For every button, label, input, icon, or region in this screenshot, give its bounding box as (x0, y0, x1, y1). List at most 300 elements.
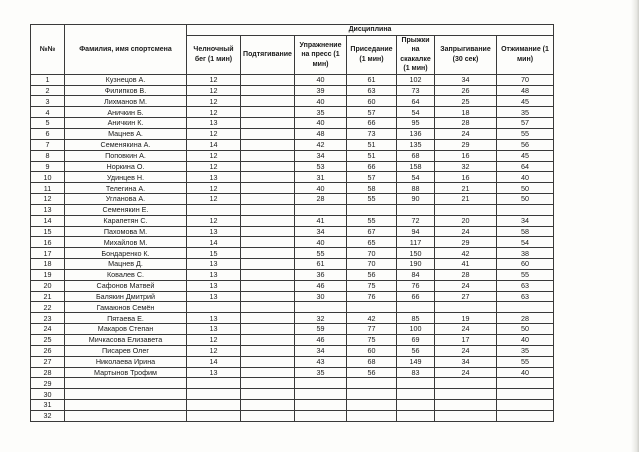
abs-cell: 61 (295, 259, 347, 270)
rope-jumps-cell (397, 389, 435, 400)
pull-ups-cell (241, 280, 295, 291)
abs-cell (295, 302, 347, 313)
athlete-name-cell: Аничкин Б. (65, 107, 187, 118)
rope-jumps-cell: 149 (397, 356, 435, 367)
box-jumps-cell: 28 (435, 118, 497, 129)
pull-ups-cell (241, 107, 295, 118)
header-discipline-group: Дисциплина (187, 25, 554, 36)
table-row (31, 367, 554, 378)
push-ups-cell: 35 (497, 345, 554, 356)
results-table (30, 24, 554, 422)
rope-jumps-cell: 90 (397, 194, 435, 205)
pull-ups-cell (241, 259, 295, 270)
squats-cell: 68 (347, 356, 397, 367)
squats-cell: 75 (347, 335, 397, 346)
row-number-cell: 28 (31, 367, 65, 378)
table-row (31, 389, 554, 400)
pull-ups-cell (241, 183, 295, 194)
box-jumps-cell (435, 204, 497, 215)
results-body (31, 74, 554, 421)
table-row (31, 150, 554, 161)
row-number-cell: 9 (31, 161, 65, 172)
box-jumps-cell: 20 (435, 215, 497, 226)
squats-cell: 70 (347, 259, 397, 270)
squats-cell: 63 (347, 85, 397, 96)
shuttle-run-cell: 13 (187, 313, 241, 324)
shuttle-run-cell (187, 378, 241, 389)
row-number-cell: 10 (31, 172, 65, 183)
push-ups-cell: 64 (497, 161, 554, 172)
rope-jumps-cell (397, 302, 435, 313)
squats-cell: 65 (347, 237, 397, 248)
table-row (31, 335, 554, 346)
box-jumps-cell: 29 (435, 237, 497, 248)
row-number-cell: 30 (31, 389, 65, 400)
shuttle-run-cell: 12 (187, 161, 241, 172)
abs-cell: 32 (295, 313, 347, 324)
athlete-name-cell: Гамаюнов Семён (65, 302, 187, 313)
athlete-name-cell: Пахомова М. (65, 226, 187, 237)
abs-cell: 40 (295, 183, 347, 194)
row-number-cell: 2 (31, 85, 65, 96)
abs-cell: 34 (295, 345, 347, 356)
box-jumps-cell (435, 302, 497, 313)
table-row (31, 194, 554, 205)
abs-cell (295, 400, 347, 411)
push-ups-cell (497, 378, 554, 389)
squats-cell: 51 (347, 139, 397, 150)
box-jumps-cell: 16 (435, 150, 497, 161)
box-jumps-cell: 17 (435, 335, 497, 346)
push-ups-cell: 50 (497, 324, 554, 335)
box-jumps-cell: 19 (435, 313, 497, 324)
abs-cell: 55 (295, 248, 347, 259)
shuttle-run-cell (187, 389, 241, 400)
push-ups-cell: 63 (497, 291, 554, 302)
squats-cell: 66 (347, 161, 397, 172)
shuttle-run-cell: 12 (187, 215, 241, 226)
pull-ups-cell (241, 204, 295, 215)
table-row (31, 248, 554, 259)
row-number-cell: 4 (31, 107, 65, 118)
rope-jumps-cell: 85 (397, 313, 435, 324)
athlete-name-cell: Писарев Олег (65, 345, 187, 356)
shuttle-run-cell: 13 (187, 291, 241, 302)
table-row (31, 259, 554, 270)
pull-ups-cell (241, 389, 295, 400)
athlete-name-cell: Мартынов Трофим (65, 367, 187, 378)
row-number-cell: 25 (31, 335, 65, 346)
athlete-name-cell: Карапетян С. (65, 215, 187, 226)
shuttle-run-cell: 12 (187, 194, 241, 205)
athlete-name-cell: Сафонов Матвей (65, 280, 187, 291)
squats-cell: 60 (347, 345, 397, 356)
push-ups-cell: 40 (497, 335, 554, 346)
squats-cell: 56 (347, 269, 397, 280)
abs-cell: 31 (295, 172, 347, 183)
pull-ups-cell (241, 291, 295, 302)
table-row (31, 313, 554, 324)
pull-ups-cell (241, 378, 295, 389)
rope-jumps-cell: 72 (397, 215, 435, 226)
table-row (31, 269, 554, 280)
pull-ups-cell (241, 324, 295, 335)
squats-cell: 56 (347, 367, 397, 378)
abs-cell: 40 (295, 96, 347, 107)
squats-cell: 76 (347, 291, 397, 302)
push-ups-cell: 54 (497, 237, 554, 248)
box-jumps-cell: 24 (435, 280, 497, 291)
table-row (31, 172, 554, 183)
athlete-name-cell: Удинцев Н. (65, 172, 187, 183)
abs-cell: 34 (295, 226, 347, 237)
squats-cell (347, 204, 397, 215)
pull-ups-cell (241, 410, 295, 421)
push-ups-cell: 60 (497, 259, 554, 270)
header-rope-jumps: Прыжки на скакалке (1 мин) (397, 36, 435, 75)
shuttle-run-cell: 12 (187, 74, 241, 85)
row-number-cell: 31 (31, 400, 65, 411)
row-number-cell: 23 (31, 313, 65, 324)
box-jumps-cell: 41 (435, 259, 497, 270)
push-ups-cell: 57 (497, 118, 554, 129)
squats-cell (347, 378, 397, 389)
pull-ups-cell (241, 248, 295, 259)
box-jumps-cell: 24 (435, 324, 497, 335)
shuttle-run-cell: 12 (187, 345, 241, 356)
push-ups-cell: 45 (497, 96, 554, 107)
push-ups-cell: 50 (497, 183, 554, 194)
pull-ups-cell (241, 215, 295, 226)
rope-jumps-cell: 158 (397, 161, 435, 172)
rope-jumps-cell: 83 (397, 367, 435, 378)
shuttle-run-cell: 13 (187, 280, 241, 291)
push-ups-cell: 40 (497, 367, 554, 378)
box-jumps-cell (435, 400, 497, 411)
rope-jumps-cell: 84 (397, 269, 435, 280)
table-row (31, 291, 554, 302)
table-row (31, 345, 554, 356)
shuttle-run-cell: 13 (187, 367, 241, 378)
box-jumps-cell: 27 (435, 291, 497, 302)
push-ups-cell (497, 302, 554, 313)
abs-cell: 46 (295, 280, 347, 291)
athlete-name-cell: Телегина А. (65, 183, 187, 194)
header-box-jumps: Запрыгивание (30 сек) (435, 36, 497, 75)
abs-cell: 48 (295, 128, 347, 139)
table-row (31, 204, 554, 215)
header-number: №№ (31, 25, 65, 75)
rope-jumps-cell: 190 (397, 259, 435, 270)
scan-shadow-edge (631, 0, 639, 452)
athlete-name-cell (65, 410, 187, 421)
rope-jumps-cell: 64 (397, 96, 435, 107)
push-ups-cell (497, 389, 554, 400)
rope-jumps-cell: 76 (397, 280, 435, 291)
table-row (31, 96, 554, 107)
header-abs: Упражнение на пресс (1 мин) (295, 36, 347, 75)
shuttle-run-cell: 12 (187, 183, 241, 194)
table-row (31, 302, 554, 313)
box-jumps-cell: 42 (435, 248, 497, 259)
rope-jumps-cell: 150 (397, 248, 435, 259)
pull-ups-cell (241, 237, 295, 248)
header-squats: Приседание (1 мин) (347, 36, 397, 75)
pull-ups-cell (241, 74, 295, 85)
table-row (31, 118, 554, 129)
row-number-cell: 11 (31, 183, 65, 194)
header-shuttle-run: Челночный бег (1 мин) (187, 36, 241, 75)
athlete-name-cell: Пятаева Е. (65, 313, 187, 324)
box-jumps-cell (435, 389, 497, 400)
row-number-cell: 17 (31, 248, 65, 259)
rope-jumps-cell: 100 (397, 324, 435, 335)
header-push-ups: Отжимание (1 мин) (497, 36, 554, 75)
pull-ups-cell (241, 96, 295, 107)
row-number-cell: 16 (31, 237, 65, 248)
squats-cell: 51 (347, 150, 397, 161)
shuttle-run-cell: 13 (187, 324, 241, 335)
row-number-cell: 15 (31, 226, 65, 237)
box-jumps-cell: 29 (435, 139, 497, 150)
box-jumps-cell: 32 (435, 161, 497, 172)
athlete-name-cell: Кузнецов А. (65, 74, 187, 85)
table-row (31, 226, 554, 237)
squats-cell: 55 (347, 194, 397, 205)
pull-ups-cell (241, 269, 295, 280)
rope-jumps-cell: 68 (397, 150, 435, 161)
shuttle-run-cell (187, 400, 241, 411)
shuttle-run-cell: 13 (187, 259, 241, 270)
pull-ups-cell (241, 139, 295, 150)
box-jumps-cell: 28 (435, 269, 497, 280)
pull-ups-cell (241, 226, 295, 237)
athlete-name-cell: Угланова А. (65, 194, 187, 205)
push-ups-cell: 63 (497, 280, 554, 291)
table-row (31, 400, 554, 411)
pull-ups-cell (241, 367, 295, 378)
abs-cell (295, 410, 347, 421)
row-number-cell: 29 (31, 378, 65, 389)
pull-ups-cell (241, 161, 295, 172)
push-ups-cell: 38 (497, 248, 554, 259)
push-ups-cell: 55 (497, 269, 554, 280)
box-jumps-cell: 24 (435, 345, 497, 356)
box-jumps-cell: 24 (435, 226, 497, 237)
box-jumps-cell (435, 378, 497, 389)
row-number-cell: 27 (31, 356, 65, 367)
box-jumps-cell: 18 (435, 107, 497, 118)
abs-cell: 35 (295, 107, 347, 118)
table-row (31, 85, 554, 96)
rope-jumps-cell (397, 204, 435, 215)
squats-cell: 57 (347, 107, 397, 118)
row-number-cell: 26 (31, 345, 65, 356)
squats-cell: 75 (347, 280, 397, 291)
shuttle-run-cell: 14 (187, 356, 241, 367)
athlete-name-cell: Михайлов М. (65, 237, 187, 248)
rope-jumps-cell: 95 (397, 118, 435, 129)
shuttle-run-cell (187, 302, 241, 313)
squats-cell: 67 (347, 226, 397, 237)
row-number-cell: 7 (31, 139, 65, 150)
row-number-cell: 22 (31, 302, 65, 313)
pull-ups-cell (241, 345, 295, 356)
shuttle-run-cell: 12 (187, 85, 241, 96)
pull-ups-cell (241, 356, 295, 367)
abs-cell (295, 378, 347, 389)
table-row (31, 215, 554, 226)
table-row (31, 128, 554, 139)
athlete-name-cell: Балякин Дмитрий (65, 291, 187, 302)
push-ups-cell: 50 (497, 194, 554, 205)
push-ups-cell: 48 (497, 85, 554, 96)
row-number-cell: 3 (31, 96, 65, 107)
abs-cell: 59 (295, 324, 347, 335)
abs-cell: 40 (295, 74, 347, 85)
row-number-cell: 24 (31, 324, 65, 335)
row-number-cell: 1 (31, 74, 65, 85)
box-jumps-cell: 21 (435, 194, 497, 205)
row-number-cell: 32 (31, 410, 65, 421)
athlete-name-cell: Семенякин Е. (65, 204, 187, 215)
row-number-cell: 20 (31, 280, 65, 291)
table-row (31, 356, 554, 367)
squats-cell (347, 389, 397, 400)
push-ups-cell (497, 410, 554, 421)
rope-jumps-cell: 88 (397, 183, 435, 194)
abs-cell: 43 (295, 356, 347, 367)
squats-cell: 58 (347, 183, 397, 194)
pull-ups-cell (241, 172, 295, 183)
table-row (31, 161, 554, 172)
box-jumps-cell: 25 (435, 96, 497, 107)
pull-ups-cell (241, 313, 295, 324)
abs-cell: 42 (295, 139, 347, 150)
shuttle-run-cell: 12 (187, 96, 241, 107)
pull-ups-cell (241, 194, 295, 205)
abs-cell: 34 (295, 150, 347, 161)
shuttle-run-cell (187, 410, 241, 421)
shuttle-run-cell (187, 204, 241, 215)
push-ups-cell: 45 (497, 150, 554, 161)
box-jumps-cell: 24 (435, 128, 497, 139)
squats-cell (347, 400, 397, 411)
box-jumps-cell: 16 (435, 172, 497, 183)
squats-cell: 61 (347, 74, 397, 85)
push-ups-cell: 35 (497, 107, 554, 118)
shuttle-run-cell: 14 (187, 139, 241, 150)
pull-ups-cell (241, 335, 295, 346)
table-row (31, 107, 554, 118)
squats-cell: 55 (347, 215, 397, 226)
push-ups-cell: 40 (497, 172, 554, 183)
row-number-cell: 12 (31, 194, 65, 205)
table-row (31, 237, 554, 248)
abs-cell: 36 (295, 269, 347, 280)
athlete-name-cell (65, 400, 187, 411)
abs-cell: 39 (295, 85, 347, 96)
rope-jumps-cell: 73 (397, 85, 435, 96)
athlete-name-cell: Макаров Степан (65, 324, 187, 335)
row-number-cell: 5 (31, 118, 65, 129)
athlete-name-cell: Семенякина А. (65, 139, 187, 150)
squats-cell: 66 (347, 118, 397, 129)
rope-jumps-cell: 94 (397, 226, 435, 237)
table-row (31, 183, 554, 194)
shuttle-run-cell: 13 (187, 172, 241, 183)
shuttle-run-cell: 13 (187, 226, 241, 237)
squats-cell: 60 (347, 96, 397, 107)
row-number-cell: 8 (31, 150, 65, 161)
squats-cell: 57 (347, 172, 397, 183)
row-number-cell: 18 (31, 259, 65, 270)
push-ups-cell: 70 (497, 74, 554, 85)
squats-cell (347, 302, 397, 313)
box-jumps-cell: 26 (435, 85, 497, 96)
shuttle-run-cell: 14 (187, 237, 241, 248)
push-ups-cell (497, 204, 554, 215)
shuttle-run-cell: 12 (187, 335, 241, 346)
box-jumps-cell: 21 (435, 183, 497, 194)
athlete-name-cell: Николаева Ирина (65, 356, 187, 367)
athlete-name-cell: Бондаренко К. (65, 248, 187, 259)
row-number-cell: 13 (31, 204, 65, 215)
shuttle-run-cell: 13 (187, 118, 241, 129)
box-jumps-cell: 24 (435, 367, 497, 378)
squats-cell: 70 (347, 248, 397, 259)
athlete-name-cell: Аничкин К. (65, 118, 187, 129)
rope-jumps-cell: 66 (397, 291, 435, 302)
shuttle-run-cell: 13 (187, 269, 241, 280)
rope-jumps-cell: 136 (397, 128, 435, 139)
squats-cell: 73 (347, 128, 397, 139)
rope-jumps-cell: 117 (397, 237, 435, 248)
row-number-cell: 21 (31, 291, 65, 302)
shuttle-run-cell: 12 (187, 128, 241, 139)
abs-cell: 28 (295, 194, 347, 205)
athlete-name-cell: Поповкин А. (65, 150, 187, 161)
athlete-name-cell: Норкина О. (65, 161, 187, 172)
push-ups-cell: 28 (497, 313, 554, 324)
pull-ups-cell (241, 150, 295, 161)
row-number-cell: 6 (31, 128, 65, 139)
push-ups-cell: 56 (497, 139, 554, 150)
push-ups-cell: 55 (497, 128, 554, 139)
rope-jumps-cell: 54 (397, 107, 435, 118)
squats-cell (347, 410, 397, 421)
rope-jumps-cell: 56 (397, 345, 435, 356)
abs-cell: 53 (295, 161, 347, 172)
abs-cell: 46 (295, 335, 347, 346)
pull-ups-cell (241, 302, 295, 313)
athlete-name-cell: Ковалев С. (65, 269, 187, 280)
pull-ups-cell (241, 85, 295, 96)
row-number-cell: 19 (31, 269, 65, 280)
pull-ups-cell (241, 128, 295, 139)
rope-jumps-cell (397, 378, 435, 389)
athlete-name-cell (65, 378, 187, 389)
rope-jumps-cell: 69 (397, 335, 435, 346)
box-jumps-cell: 34 (435, 356, 497, 367)
pull-ups-cell (241, 400, 295, 411)
table-row (31, 139, 554, 150)
athlete-name-cell (65, 389, 187, 400)
athlete-name-cell: Филипков В. (65, 85, 187, 96)
header-athlete-name: Фамилия, имя спортсмена (65, 25, 187, 75)
table-row (31, 378, 554, 389)
abs-cell (295, 389, 347, 400)
